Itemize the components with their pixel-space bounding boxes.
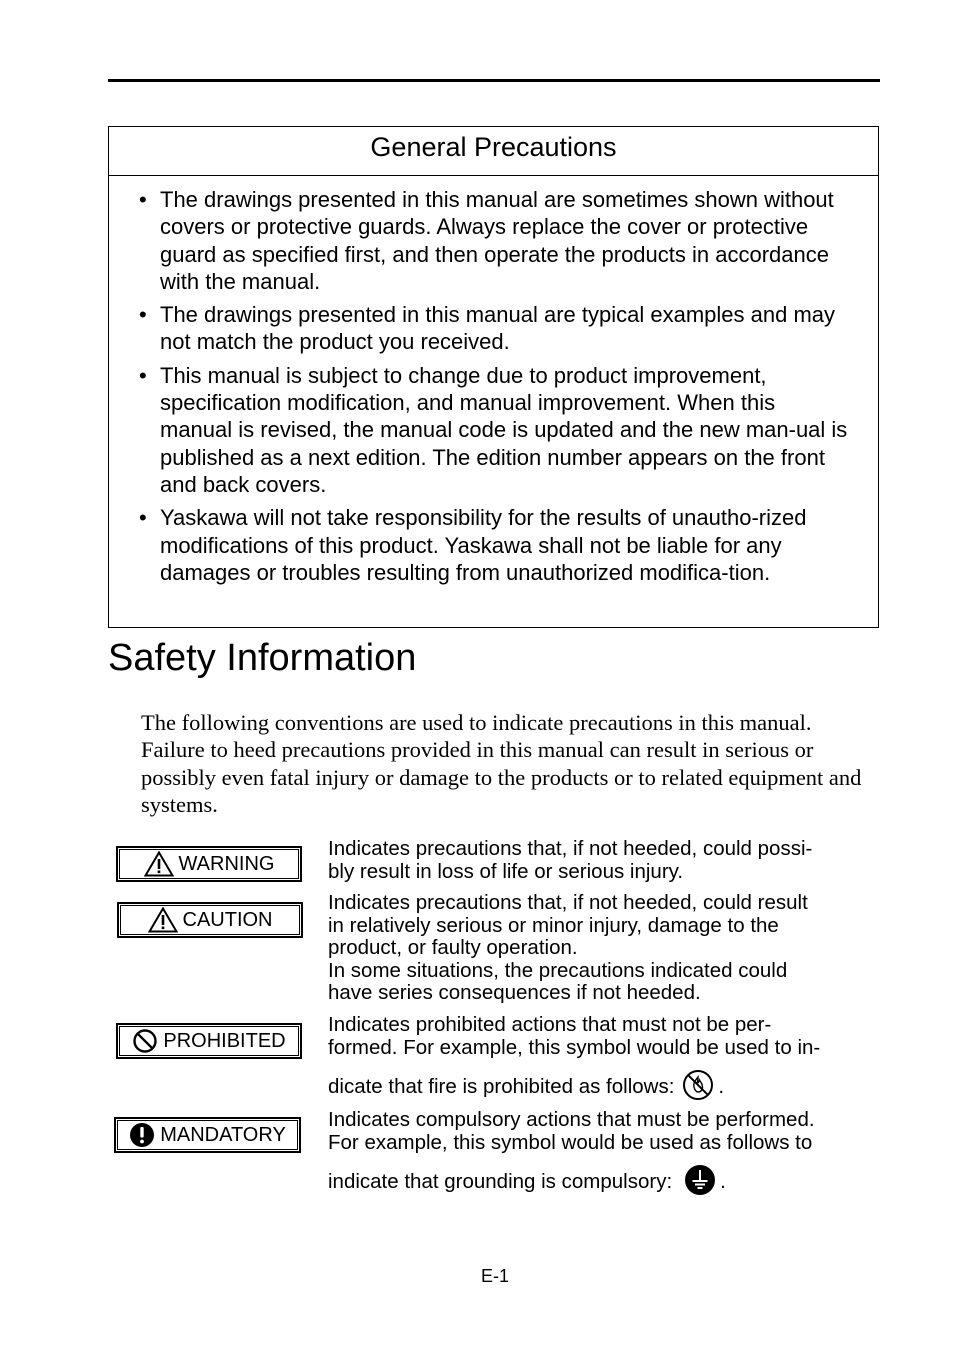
example-text: indicate that grounding is compulsory: [328, 1170, 673, 1194]
description-line: For example, this symbol would be used as follows to [328, 1130, 813, 1154]
warning-description [328, 838, 873, 883]
list-item [109, 301, 878, 356]
prohibited-description [328, 1014, 873, 1107]
description-line: product, or faulty operation. [328, 936, 578, 959]
prohibited-circle-icon [132, 1028, 158, 1054]
description-line: Indicates precautions that, if not heeded, could result [328, 891, 808, 914]
example-end: . [720, 1170, 726, 1194]
warning-label [116, 846, 302, 882]
bullet: • [139, 302, 147, 328]
caution-description [328, 892, 873, 1005]
warning-triangle-icon [148, 907, 178, 933]
bullet: • [139, 362, 147, 388]
description-line: have series consequences if not heeded. [328, 981, 701, 1004]
prohibited-label-text: PROHIBITED [163, 1029, 286, 1052]
description-line: Indicates precautions that, if not heeded, could possi- [328, 837, 813, 860]
description-line: Indicates prohibited actions that must not be per- [328, 1013, 772, 1036]
exclamation-circle-icon [129, 1122, 155, 1148]
safety-intro-paragraph: The following conventions are used to indicate precautions in this manual. Failure to heed precautions provided in this manual can result in serious or possibly even fatal injury or damage to the products or to related equipment and systems. [141, 710, 862, 817]
bullet: • [139, 187, 147, 212]
mandatory-label-text: MANDATORY [160, 1123, 286, 1146]
description-line: Indicates compulsory actions that must be performed. [328, 1108, 815, 1131]
mandatory-label [114, 1117, 301, 1153]
top-rule [108, 79, 880, 82]
list-item-text: This manual is subject to change due to product improvement, specification modification, and manual improvement. When this manual is revised, the manual code is updated and the new man-ual is published as a next edition. The edition number appears on the front and back covers. [160, 362, 848, 497]
caution-label [117, 902, 303, 938]
ground-icon [684, 1164, 716, 1202]
description-line: In some situations, the precautions indicated could [328, 958, 788, 982]
list-item [109, 362, 878, 498]
general-precautions-title: General Precautions [109, 127, 878, 176]
prohibited-label [116, 1023, 302, 1059]
list-item-text: Yaskawa will not take responsibility for the results of unautho-rized modifications of this product. Yaskawa shall not be liable for any damages or troubles resulting from unauthorized modifica-tion. [160, 505, 807, 585]
mandatory-description [328, 1109, 873, 1202]
description-example-line [328, 1069, 873, 1107]
description-line: formed. For example, this symbol would be used to in- [328, 1035, 821, 1059]
general-precautions-box [108, 126, 879, 628]
list-item-text: The drawings presented in this manual are typical examples and may not match the product you received. [160, 302, 836, 355]
warning-triangle-icon [144, 851, 174, 877]
caution-label-text: CAUTION [182, 908, 273, 931]
bullet: • [139, 505, 147, 531]
no-fire-icon [682, 1069, 714, 1107]
description-line: bly result in loss of life or serious injury. [328, 859, 684, 883]
example-end: . [718, 1075, 725, 1099]
list-item [109, 186, 878, 295]
general-precautions-list [109, 176, 878, 586]
description-line: in relatively serious or minor injury, damage to the [328, 913, 779, 937]
safety-information-heading: Safety Information [108, 637, 417, 679]
example-text: dicate that fire is prohibited as follows: [328, 1075, 675, 1099]
warning-label-text: WARNING [178, 852, 275, 875]
list-item-text: The drawings presented in this manual are sometimes shown without covers or protective guards. Always replace the cover or protective guard as specified first, and then operate the products in accordance with the manual. [160, 187, 834, 294]
page-number: E-1 [480, 1266, 509, 1286]
list-item [109, 504, 878, 586]
description-example-line [328, 1164, 873, 1202]
